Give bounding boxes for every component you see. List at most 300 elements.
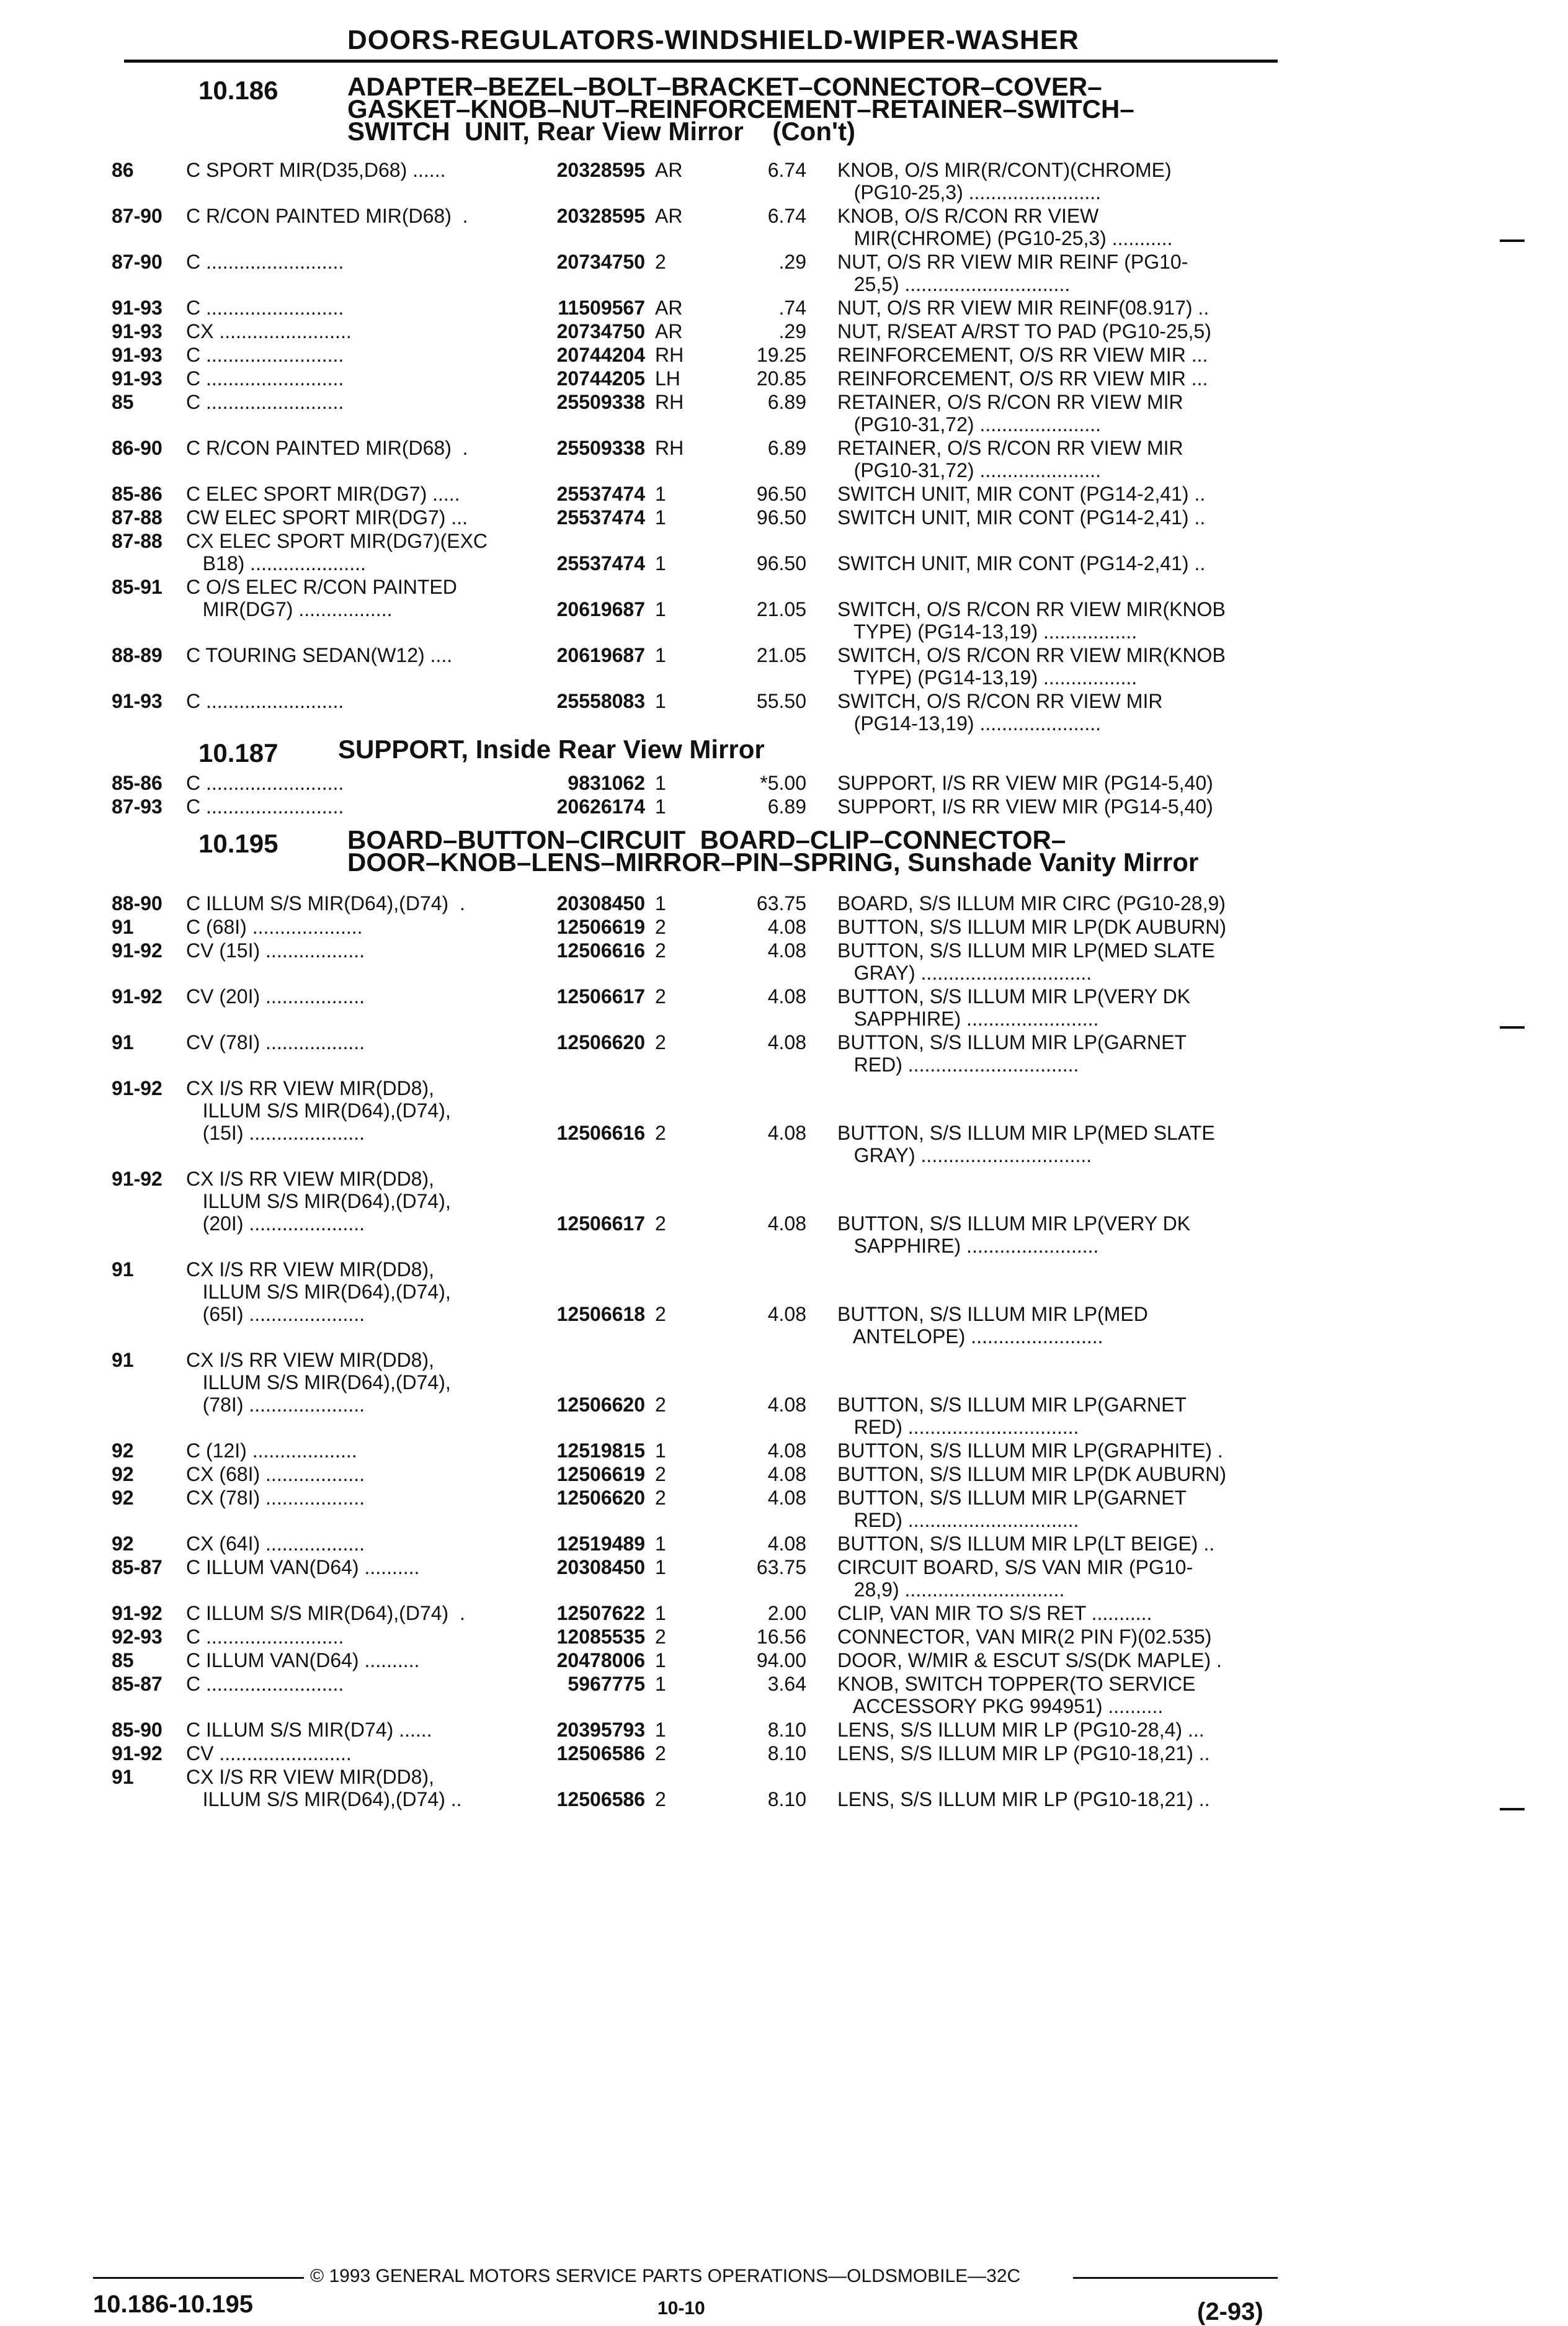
parts-row [0,530,1568,575]
part-description: SWITCH UNIT, MIR CONT (PG14-2,41) .. [837,552,1206,575]
model-years: 91-92 [112,1168,163,1190]
parts-row [0,437,1568,481]
parts-row [0,985,1568,1030]
model-years: 85-90 [112,1719,163,1741]
price: 6.74 [767,205,806,227]
parts-row [0,1719,1568,1741]
price: .29 [778,251,806,273]
quantity: 1 [655,1439,666,1462]
model-years: 88-90 [112,892,163,915]
part-description: DOOR, W/MIR & ESCUT S/S(DK MAPLE) . [837,1649,1222,1671]
price: 8.10 [767,1742,806,1765]
price: 63.75 [756,892,806,915]
part-description: REINFORCEMENT, O/S RR VIEW MIR ... [837,344,1208,366]
part-number: 12507622 [556,1602,645,1624]
price: 55.50 [756,690,806,712]
part-number: 20744205 [556,367,645,390]
model-description: CX I/S RR VIEW MIR(DD8), [186,1077,435,1099]
model-years: 91-93 [112,320,163,342]
footer-rule-right [1073,2277,1278,2279]
parts-row [0,1168,1568,1257]
model-description: CX I/S RR VIEW MIR(DD8), [186,1349,435,1371]
model-description: C ......................... [186,251,344,273]
parts-row [0,159,1568,204]
model-description: CX I/S RR VIEW MIR(DD8), [186,1258,435,1281]
part-description: NUT, O/S RR VIEW MIR REINF(08.917) .. [837,297,1209,319]
part-description: BUTTON, S/S ILLUM MIR LP(DK AUBURN) [837,1463,1227,1485]
model-years: 88-89 [112,644,163,666]
model-description: C (12I) ................... [186,1439,357,1462]
page-header-title: DOORS-REGULATORS-WINDSHIELD-WIPER-WASHER [347,25,1079,55]
part-number: 20478006 [556,1649,645,1671]
part-number: 12506616 [556,1122,645,1144]
model-description: C ILLUM S/S MIR(D64),(D74) . [186,1602,465,1624]
part-description: RED) ............................... [837,1053,1079,1076]
model-years: 85 [112,1649,134,1671]
model-description: C R/CON PAINTED MIR(D68) . [186,437,468,459]
part-number: 25558083 [556,690,645,712]
model-years: 92-93 [112,1626,163,1648]
part-number: 9831062 [568,772,645,794]
model-years: 87-88 [112,506,163,529]
model-description: C ILLUM S/S MIR(D74) ...... [186,1719,432,1741]
quantity: 2 [655,1463,666,1485]
price: 3.64 [767,1673,806,1695]
model-description: C ILLUM VAN(D64) .......... [186,1649,420,1671]
part-number: 20308450 [556,1556,645,1578]
part-description: SAPPHIRE) ........................ [837,1008,1099,1030]
section-title: GASKET–KNOB–NUT–REINFORCEMENT–RETAINER–SWITCH– [347,94,1134,123]
model-description: CV ........................ [186,1742,352,1765]
part-description: CLIP, VAN MIR TO S/S RET ........... [837,1602,1152,1624]
part-number: 12506617 [556,985,645,1008]
parts-row [0,690,1568,735]
model-description: C ......................... [186,795,344,818]
part-description: BUTTON, S/S ILLUM MIR LP(MED [837,1303,1148,1325]
price: 4.08 [767,1393,806,1416]
model-years: 85-86 [112,772,163,794]
model-description: CX ........................ [186,320,352,342]
part-description: CIRCUIT BOARD, S/S VAN MIR (PG10- [837,1556,1193,1578]
model-description: C ......................... [186,690,344,712]
model-description: C ILLUM S/S MIR(D64),(D74) . [186,892,465,915]
quantity: 1 [655,772,666,794]
part-description: RED) ............................... [837,1509,1079,1531]
model-description: CX (64I) .................. [186,1532,365,1555]
model-description: C (68I) .................... [186,916,363,938]
model-years: 91-92 [112,1602,163,1624]
part-description: SAPPHIRE) ........................ [837,1235,1099,1257]
quantity: AR [655,205,683,227]
model-description: ILLUM S/S MIR(D64),(D74), [186,1371,451,1393]
section-title: ADAPTER–BEZEL–BOLT–BRACKET–CONNECTOR–COVER– [347,72,1102,101]
part-description: SWITCH UNIT, MIR CONT (PG14-2,41) .. [837,483,1206,505]
price: *5.00 [760,772,806,794]
part-number: 20734750 [556,320,645,342]
part-number: 12506617 [556,1212,645,1235]
quantity: 1 [655,1649,666,1671]
part-description: ANTELOPE) ........................ [837,1325,1103,1348]
parts-row [0,205,1568,249]
parts-row [0,1673,1568,1717]
header-rule [124,60,1278,63]
part-description: RETAINER, O/S R/CON RR VIEW MIR [837,437,1183,459]
model-description: ILLUM S/S MIR(D64),(D74) .. [186,1788,462,1810]
parts-row [0,892,1568,915]
parts-row [0,1031,1568,1076]
parts-row [0,576,1568,643]
part-number: 12506619 [556,916,645,938]
model-description: CV (15I) .................. [186,939,365,962]
part-number: 20619687 [556,644,645,666]
model-years: 85 [112,391,134,413]
part-number: 25537474 [556,483,645,505]
quantity: 2 [655,1303,666,1325]
model-years: 92 [112,1487,134,1509]
section-number: 10.186 [198,76,278,105]
quantity: 2 [655,1212,666,1235]
part-description: ACCESSORY PKG 994951) .......... [837,1695,1164,1717]
quantity: 2 [655,1122,666,1144]
parts-row [0,1349,1568,1438]
model-years: 91-93 [112,367,163,390]
quantity: 1 [655,1673,666,1695]
model-description: C ILLUM VAN(D64) .......... [186,1556,420,1578]
part-number: 20308450 [556,892,645,915]
price: 8.10 [767,1719,806,1741]
price: 6.89 [767,437,806,459]
model-description: C ELEC SPORT MIR(DG7) ..... [186,483,460,505]
price: 63.75 [756,1556,806,1578]
part-description: SUPPORT, I/S RR VIEW MIR (PG14-5,40) [837,795,1213,818]
footer-rule-left [93,2277,304,2279]
model-description: B18) ..................... [186,552,366,575]
part-description: BUTTON, S/S ILLUM MIR LP(MED SLATE [837,939,1215,962]
price: 8.10 [767,1788,806,1810]
part-number: 11509567 [558,297,645,319]
model-years: 87-93 [112,795,163,818]
price: 6.74 [767,159,806,181]
parts-row [0,483,1568,505]
price: .74 [778,297,806,319]
part-description: BUTTON, S/S ILLUM MIR LP(VERY DK [837,985,1191,1008]
part-description: SWITCH, O/S R/CON RR VIEW MIR [837,690,1163,712]
model-years: 91-92 [112,939,163,962]
part-number: 25537474 [556,552,645,575]
price: 4.08 [767,916,806,938]
model-years: 85-87 [112,1556,163,1578]
part-number: 12519489 [556,1532,645,1555]
part-description: NUT, R/SEAT A/RST TO PAD (PG10-25,5) [837,320,1211,342]
part-number: 20734750 [556,251,645,273]
part-number: 12506619 [556,1463,645,1485]
price: .29 [778,320,806,342]
parts-row [0,1766,1568,1810]
model-years: 91 [112,1766,134,1788]
part-description: BUTTON, S/S ILLUM MIR LP(MED SLATE [837,1122,1215,1144]
parts-row [0,1742,1568,1765]
quantity: 1 [655,892,666,915]
price: 4.08 [767,1122,806,1144]
model-description: C R/CON PAINTED MIR(D68) . [186,205,468,227]
part-description: (PG10-31,72) ...................... [837,459,1102,481]
part-description: BUTTON, S/S ILLUM MIR LP(GARNET [837,1487,1187,1509]
part-number: 25537474 [556,506,645,529]
part-number: 12506616 [556,939,645,962]
part-description: LENS, S/S ILLUM MIR LP (PG10-18,21) .. [837,1788,1210,1810]
part-description: BUTTON, S/S ILLUM MIR LP(LT BEIGE) .. [837,1532,1215,1555]
part-number: 12506586 [556,1742,645,1765]
price: 16.56 [756,1626,806,1648]
parts-row [0,795,1568,818]
quantity: 2 [655,985,666,1008]
parts-row [0,391,1568,436]
part-number: 12506618 [556,1303,645,1325]
part-description: KNOB, SWITCH TOPPER(TO SERVICE [837,1673,1196,1695]
part-description: LENS, S/S ILLUM MIR LP (PG10-18,21) .. [837,1742,1210,1765]
parts-row [0,1626,1568,1648]
margin-mark [1500,1026,1525,1029]
model-description: C ......................... [186,1673,344,1695]
quantity: 1 [655,1602,666,1624]
price: 4.08 [767,939,806,962]
model-description: C ......................... [186,344,344,366]
price: 4.08 [767,1212,806,1235]
price: 19.25 [756,344,806,366]
part-number: 20626174 [556,795,645,818]
quantity: AR [655,320,683,342]
quantity: 1 [655,1719,666,1741]
model-description: ILLUM S/S MIR(D64),(D74), [186,1190,451,1212]
price: 20.85 [756,367,806,390]
quantity: 2 [655,1626,666,1648]
footer-revision-date: (2-93) [1197,2298,1263,2325]
model-years: 91-92 [112,985,163,1008]
model-years: 91-92 [112,1742,163,1765]
part-number: 25509338 [556,437,645,459]
model-years: 92 [112,1439,134,1462]
model-years: 85-91 [112,576,163,598]
model-years: 91 [112,916,134,938]
parts-row [0,251,1568,295]
part-description: SWITCH, O/S R/CON RR VIEW MIR(KNOB [837,598,1226,620]
model-description: C SPORT MIR(D35,D68) ...... [186,159,446,181]
price: 21.05 [756,644,806,666]
part-description: BUTTON, S/S ILLUM MIR LP(VERY DK [837,1212,1191,1235]
price: 2.00 [767,1602,806,1624]
part-description: BUTTON, S/S ILLUM MIR LP(GARNET [837,1393,1187,1416]
margin-mark [1500,1808,1525,1810]
model-description: (78I) ..................... [186,1393,365,1416]
part-description: SWITCH UNIT, MIR CONT (PG14-2,41) .. [837,506,1206,529]
part-description: RED) ............................... [837,1416,1079,1438]
model-years: 87-90 [112,251,163,273]
model-years: 86-90 [112,437,163,459]
section-title: SWITCH UNIT, Rear View Mirror (Con't) [347,117,855,146]
quantity: 2 [655,1742,666,1765]
model-description: C ......................... [186,367,344,390]
model-description: C ......................... [186,297,344,319]
model-years: 87-90 [112,205,163,227]
parts-row [0,367,1568,390]
quantity: 1 [655,644,666,666]
part-number: 5967775 [568,1673,645,1695]
part-description: CONNECTOR, VAN MIR(2 PIN F)(02.535) [837,1626,1212,1648]
price: 4.08 [767,1031,806,1053]
part-description: LENS, S/S ILLUM MIR LP (PG10-28,4) ... [837,1719,1205,1741]
model-description: CX I/S RR VIEW MIR(DD8), [186,1168,435,1190]
model-description: (15I) ..................... [186,1122,365,1144]
quantity: AR [655,159,683,181]
footer-section-range: 10.186-10.195 [93,2291,254,2318]
quantity: RH [655,344,684,366]
parts-row [0,916,1568,938]
quantity: 1 [655,1556,666,1578]
parts-row [0,644,1568,689]
parts-row [0,297,1568,319]
price: 4.08 [767,1303,806,1325]
quantity: RH [655,391,684,413]
price: 94.00 [756,1649,806,1671]
quantity: 2 [655,1487,666,1509]
model-years: 91-93 [112,297,163,319]
model-description: ILLUM S/S MIR(D64),(D74), [186,1099,451,1122]
part-number: 12506620 [556,1031,645,1053]
price: 4.08 [767,1532,806,1555]
price: 21.05 [756,598,806,620]
part-description: (PG14-13,19) ...................... [837,712,1102,735]
part-number: 20619687 [556,598,645,620]
part-description: MIR(CHROME) (PG10-25,3) ........... [837,227,1173,249]
section-title: DOOR–KNOB–LENS–MIRROR–PIN–SPRING, Sunshade Vanity Mirror [347,848,1199,877]
part-description: GRAY) ............................... [837,962,1092,984]
model-years: 85-86 [112,483,163,505]
part-description: KNOB, O/S MIR(R/CONT)(CHROME) [837,159,1172,181]
model-years: 86 [112,159,134,181]
part-description: BUTTON, S/S ILLUM MIR LP(DK AUBURN) [837,916,1227,938]
quantity: 2 [655,251,666,273]
footer-copyright: © 1993 GENERAL MOTORS SERVICE PARTS OPERATIONS—OLDSMOBILE—32C [310,2266,1021,2286]
part-number: 20328595 [556,159,645,181]
parts-row [0,1602,1568,1624]
parts-row [0,1077,1568,1166]
part-description: TYPE) (PG14-13,19) ................. [837,620,1138,643]
quantity: 1 [655,1532,666,1555]
model-description: CX ELEC SPORT MIR(DG7)(EXC [186,530,488,552]
parts-row [0,939,1568,984]
model-description: CW ELEC SPORT MIR(DG7) ... [186,506,468,529]
part-number: 12506620 [556,1487,645,1509]
model-description: CV (20I) .................. [186,985,365,1008]
model-description: MIR(DG7) ................. [186,598,393,620]
quantity: 1 [655,552,666,575]
quantity: 1 [655,506,666,529]
section-title: SUPPORT, Inside Rear View Mirror [338,735,765,764]
model-description: (65I) ..................... [186,1303,365,1325]
part-description: 25,5) .............................. [837,273,1071,295]
quantity: 1 [655,795,666,818]
parts-row [0,506,1568,529]
quantity: AR [655,297,683,319]
part-number: 20395793 [556,1719,645,1741]
part-number: 20744204 [556,344,645,366]
part-description: 28,9) ............................. [837,1578,1065,1601]
quantity: RH [655,437,684,459]
parts-row [0,1463,1568,1485]
parts-row [0,1649,1568,1671]
model-years: 91 [112,1031,134,1053]
model-description: C O/S ELEC R/CON PAINTED [186,576,457,598]
part-description: SUPPORT, I/S RR VIEW MIR (PG14-5,40) [837,772,1213,794]
quantity: 1 [655,690,666,712]
quantity: 2 [655,939,666,962]
part-description: BUTTON, S/S ILLUM MIR LP(GRAPHITE) . [837,1439,1223,1462]
model-years: 91 [112,1349,134,1371]
part-description: BUTTON, S/S ILLUM MIR LP(GARNET [837,1031,1187,1053]
model-years: 92 [112,1532,134,1555]
part-number: 12506620 [556,1393,645,1416]
price: 96.50 [756,552,806,575]
quantity: 2 [655,1393,666,1416]
part-description: TYPE) (PG14-13,19) ................. [837,666,1138,689]
part-number: 12085535 [556,1626,645,1648]
margin-mark [1500,239,1525,242]
section-number: 10.187 [198,738,278,767]
model-description: CX (78I) .................. [186,1487,365,1509]
model-description: (20I) ..................... [186,1212,365,1235]
model-description: CV (78I) .................. [186,1031,365,1053]
parts-row [0,1556,1568,1601]
model-description: C TOURING SEDAN(W12) .... [186,644,453,666]
model-years: 91 [112,1258,134,1281]
model-years: 87-88 [112,530,163,552]
section-number: 10.195 [198,829,278,858]
price: 4.08 [767,1439,806,1462]
part-number: 20328595 [556,205,645,227]
model-years: 85-87 [112,1673,163,1695]
price: 96.50 [756,483,806,505]
model-years: 91-92 [112,1077,163,1099]
footer-page-number: 10-10 [657,2298,705,2319]
model-description: C ......................... [186,772,344,794]
model-description: C ......................... [186,1626,344,1648]
quantity: LH [655,367,680,390]
model-years: 91-93 [112,344,163,366]
part-description: SWITCH, O/S R/CON RR VIEW MIR(KNOB [837,644,1226,666]
part-description: BOARD, S/S ILLUM MIR CIRC (PG10-28,9) [837,892,1226,915]
model-years: 91-93 [112,690,163,712]
part-number: 25509338 [556,391,645,413]
part-description: KNOB, O/S R/CON RR VIEW [837,205,1099,227]
part-description: GRAY) ............................... [837,1144,1092,1166]
price: 4.08 [767,1463,806,1485]
parts-row [0,1487,1568,1531]
part-description: (PG10-31,72) ...................... [837,413,1102,436]
parts-row [0,1439,1568,1462]
parts-row [0,320,1568,342]
part-number: 12519815 [556,1439,645,1462]
parts-row [0,1258,1568,1348]
quantity: 2 [655,1788,666,1810]
quantity: 1 [655,598,666,620]
parts-row [0,772,1568,794]
part-description: RETAINER, O/S R/CON RR VIEW MIR [837,391,1183,413]
section-title: BOARD–BUTTON–CIRCUIT BOARD–CLIP–CONNECTOR– [347,825,1066,854]
model-description: C ......................... [186,391,344,413]
price: 96.50 [756,506,806,529]
part-number: 12506586 [556,1788,645,1810]
part-description: (PG10-25,3) ........................ [837,181,1102,204]
